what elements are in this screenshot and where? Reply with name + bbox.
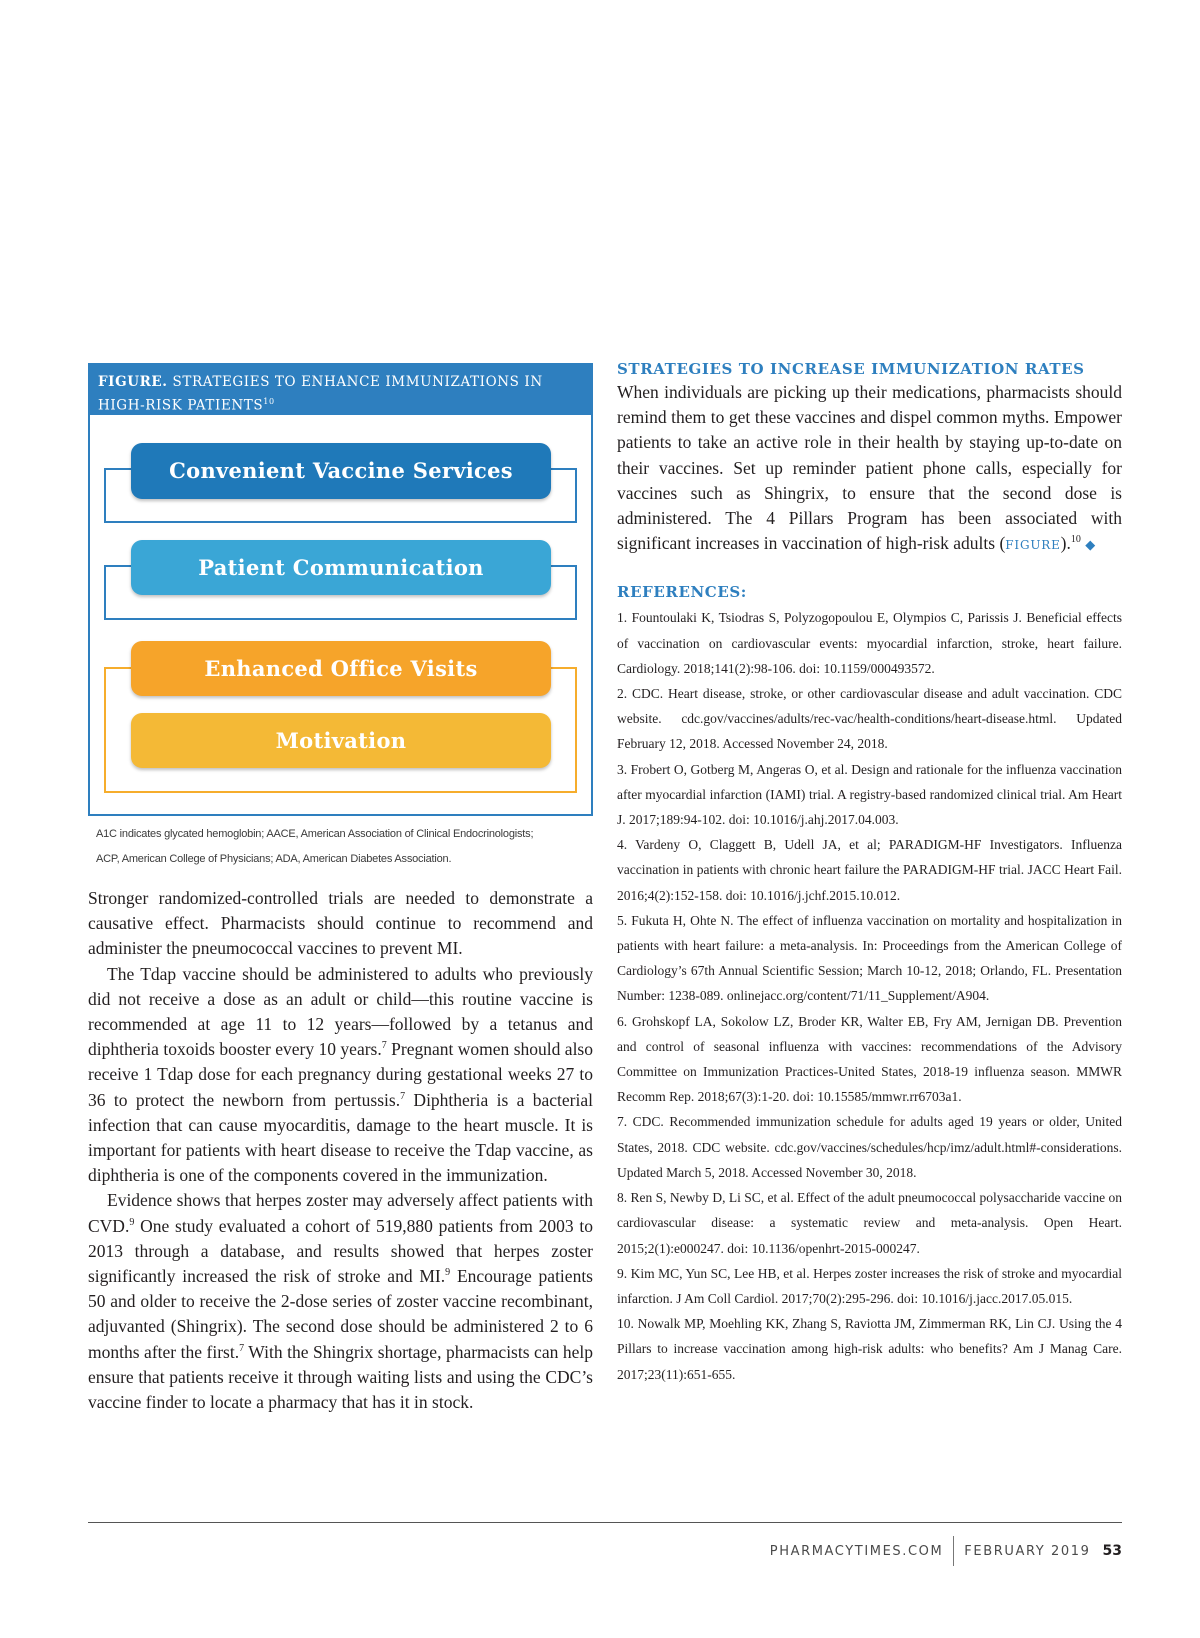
reference-item: 9. Kim MC, Yun SC, Lee HB, et al. Herpes zoster increases the risk of stroke and myocardial infarction. J Am Coll Cardiol. 2017;70(2):295-296. doi: 10.1016/j.jacc.2017.05.015. <box>617 1265 1122 1306</box>
paragraph-text: The Tdap vaccine should be administered to adults who previously did not receive a dose as an adult or child—this routine vaccine is recommended at age 11 to 12 years—followed by a tetanus and diphtheria toxoids booster every 10 years. <box>88 963 593 1060</box>
strategies-figure <box>88 363 593 816</box>
paragraph-strategies <box>617 380 1122 558</box>
pill-enhanced-office-visits: Enhanced Office Visits <box>131 641 551 696</box>
citation: 7 <box>381 1040 387 1052</box>
figure-title-citation: 10 <box>263 397 275 406</box>
page-footer <box>770 1536 1122 1566</box>
paragraph-text: One study evaluated a cohort of 519,880 patients from 2003 to 2013 through a database, and results showed that herpes zoster significantly increased the risk of stroke and MI. <box>88 1215 593 1287</box>
figure-caption-line-2: ACP, American College of Physicians; ADA, American Diabetes Association. <box>96 853 452 865</box>
reference-item: 4. Vardeny O, Claggett B, Udell JA, et al; PARADIGM-HF Investigators. Influenza vaccination in patients with chronic heart failure the PARADIGM-HF trial. JACC Heart Fail. 2016;4(2):152-158. doi: 10.1016/j.jchf.2015.10.012. <box>617 837 1122 903</box>
figure-label: FIGURE. <box>98 374 168 390</box>
reference-item: 8. Ren S, Newby D, Li SC, et al. Effect of the adult pneumococcal polysaccharide vaccine on cardiovascular disease: a systematic review and meta-analysis. Open Heart. 2015;2(1):e000247. doi: 10.1136/openhrt-2015-000247. <box>617 1190 1122 1256</box>
paragraph-herpes-zoster <box>88 1188 593 1415</box>
reference-item: 6. Grohskopf LA, Sokolow LZ, Broder KR, Walter EB, Fry AM, Jernigan DB. Prevention and control of seasonal influenza with vaccines: recommendations of the Advisory Committee on Immunization Practices-United States, 2018-19 influenza season. MMWR Recomm Rep. 2018;67(3):1-20. doi: 10.15585/mmwr.rr6703a1. <box>617 1013 1122 1105</box>
footer-separator <box>953 1536 954 1566</box>
footer-site: PHARMACYTIMES.COM <box>769 1543 944 1559</box>
right-column <box>617 360 1122 1387</box>
citation: 7 <box>400 1090 406 1102</box>
references-list <box>617 605 1122 1386</box>
paragraph-tdap <box>88 962 593 1189</box>
reference-item: 5. Fukuta H, Ohte N. The effect of influenza vaccination on mortality and hospitalization in patients with heart failure: a meta-analysis. In: Proceedings from the American College of Cardiology’s 67th Annual Scientific Session; March 10-12, 2018; Orlando, FL. Presentation Number: 1238-089. onlinejacc.org/content/71/11_Supplement/A904. <box>617 912 1122 1004</box>
figure-title: STRATEGIES TO ENHANCE IMMUNIZATIONS IN HIGH-RISK PATIENTS <box>98 374 543 414</box>
left-column <box>88 886 593 1415</box>
citation: 7 <box>239 1342 245 1354</box>
citation: 10 <box>1070 534 1081 546</box>
paragraph-text: Diphtheria is a bacterial infection that can cause myocarditis, damage to the heart muscle. It is important for patients with heart disease to receive the Tdap vaccine, as diphtheria is one of the components covered in the immunization. <box>88 1089 593 1186</box>
reference-item: 2. CDC. Heart disease, stroke, or other cardiovascular disease and adult vaccination. CDC website. cdc.gov/vaccines/adults/rec-vac/health-conditions/heart-disease.html. Updated February 12, 2018. Accessed November 24, 2018. <box>617 686 1122 752</box>
pill-motivation: Motivation <box>131 713 551 768</box>
figure-caption <box>96 822 596 872</box>
section-heading-strategies: STRATEGIES TO INCREASE IMMUNIZATION RATES <box>617 360 1085 378</box>
paragraph-text: ). <box>1060 533 1071 554</box>
paragraph-text: Evidence shows that herpes zoster may adversely affect patients with CVD. <box>88 1190 593 1236</box>
citation: 9 <box>445 1267 451 1279</box>
reference-item: 3. Frobert O, Gotberg M, Angeras O, et al. Design and rationale for the influenza vaccination after myocardial infarction (IAMI) trial. A registry-based randomized clinical trial. Am Heart J. 2017;189:94-102. doi: 10.1016/j.ahj.2017.04.003. <box>617 761 1122 828</box>
reference-item: 1. Fountoulaki K, Tsiodras S, Polyzogopoulou E, Olympios C, Parissis J. Beneficial effects of vaccination on cardiovascular events: myocardial infarction, stroke, heart failure. Cardiology. 2018;141(2):98-106. doi: 10.1159/000493572. <box>617 610 1122 676</box>
end-diamond-icon: ◆ <box>1085 537 1096 553</box>
figure-header <box>90 365 591 415</box>
pill-patient-communication: Patient Communication <box>131 540 551 595</box>
paragraph-text: Encourage patients 50 and older to receive the 2-dose series of zoster vaccine recombinant, adjuvanted (Shingrix). The second dose should be administered 2 to 6 months after the first. <box>88 1266 593 1362</box>
pill-convenient-vaccine-services: Convenient Vaccine Services <box>131 443 551 499</box>
paragraph-text: With the Shingrix shortage, pharmacists can help ensure that patients receive it through waiting lists and using the CDC’s vaccine finder to locate a pharmacy that has it in stock. <box>88 1341 593 1413</box>
page-number: 53 <box>1102 1543 1122 1559</box>
paragraph-text: When individuals are picking up their medications, pharmacists should remind them to get these vaccines and dispel common myths. Empower patients to take an active role in their health by staying up-to-date on their vaccines. Set up reminder patient phone calls, especially for vaccines such as Shingrix, to ensure that the second dose is administered. The 4 Pillars Program has been associated with significant increases in vaccination of high-risk adults ( <box>617 382 1122 554</box>
reference-item: 10. Nowalk MP, Moehling KK, Zhang S, Raviotta JM, Zimmerman RK, Lin CJ. Using the 4 Pillars to increase vaccination among high-risk adults: who benefits? Am J Manag Care. 2017;23(11):651-655. <box>617 1316 1122 1382</box>
reference-item: 7. CDC. Recommended immunization schedule for adults aged 19 years or older, United States, 2018. CDC website. cdc.gov/vaccines/schedules/hcp/imz/adult.html#-considerations. Updated March 5, 2018. Accessed November 30, 2018. <box>617 1114 1122 1180</box>
references-heading: REFERENCES: <box>617 583 747 602</box>
figure-caption-line-1: A1C indicates glycated hemoglobin; AACE, American Association of Clinical Endocrinologists; <box>96 828 534 840</box>
footer-divider <box>88 1522 1122 1523</box>
figure-link[interactable]: FIGURE <box>1005 538 1061 553</box>
paragraph-text: Stronger randomized-controlled trials are needed to demonstrate a causative effect. Pharmacists should continue to recommend and administer the pneumococcal vaccines to prevent MI. <box>88 888 593 959</box>
footer-issue: FEBRUARY 2019 <box>964 1543 1091 1559</box>
paragraph-pneumococcal <box>88 886 593 962</box>
citation: 9 <box>129 1216 135 1228</box>
paragraph-text: Pregnant women should also receive 1 Tdap dose for each pregnancy during gestational weeks 27 to 36 to protect the newborn from pertussis. <box>88 1039 593 1110</box>
